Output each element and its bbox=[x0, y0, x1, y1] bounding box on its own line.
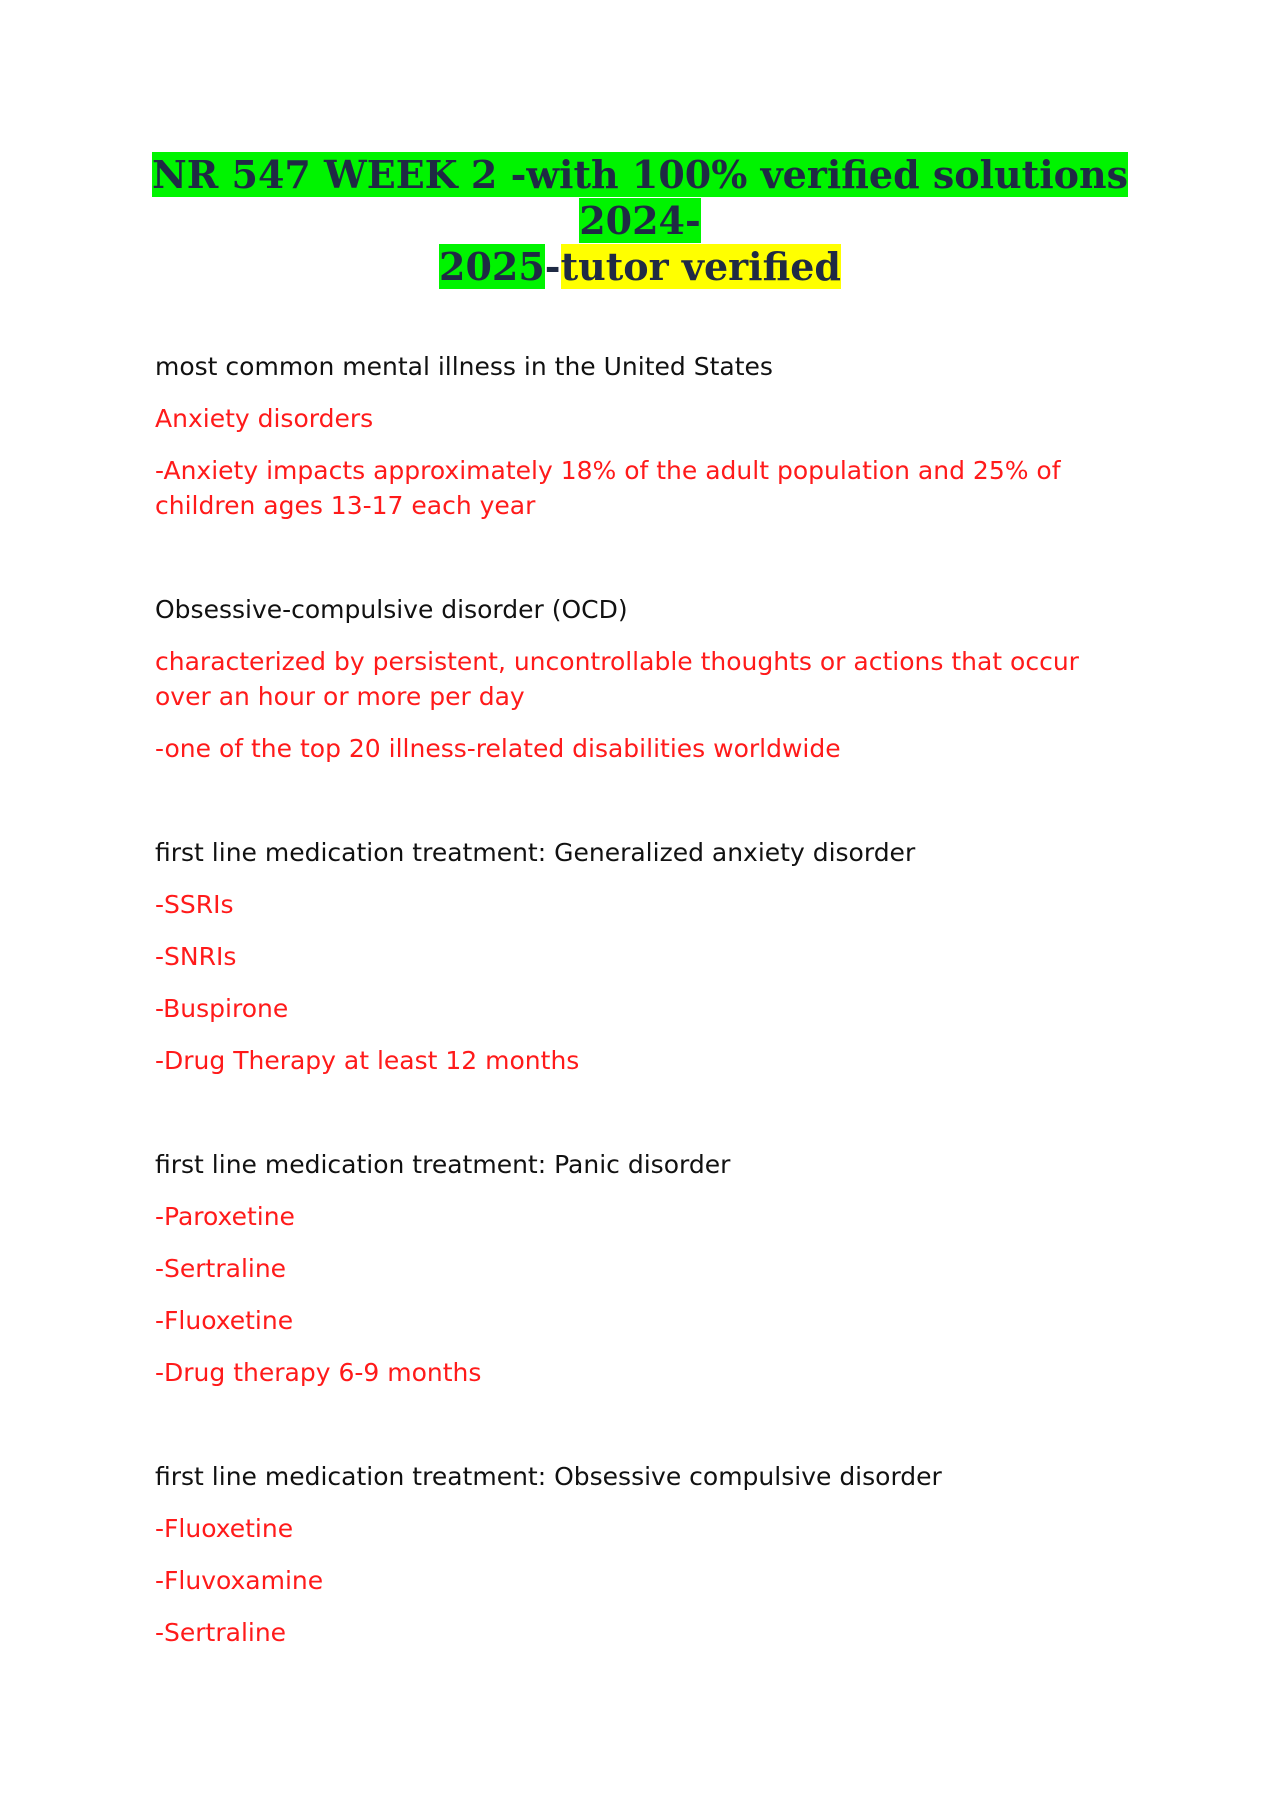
card-1-question: most common mental illness in the United States bbox=[155, 352, 773, 381]
card-3-answer-4: -Drug Therapy at least 12 months bbox=[155, 1046, 580, 1075]
card-2-question: Obsessive-compulsive disorder (OCD) bbox=[155, 595, 628, 624]
card-3-answer-2: -SNRIs bbox=[155, 942, 237, 971]
card-4-answer-3: -Fluoxetine bbox=[155, 1306, 294, 1335]
card-1-answer-1: Anxiety disorders bbox=[155, 404, 374, 433]
card-5-answer-1: -Fluoxetine bbox=[155, 1514, 294, 1543]
card-5-answer-3: -Sertraline bbox=[155, 1618, 287, 1647]
title-highlight-green: NR 547 WEEK 2 -with 100% verified solutions 2024- bbox=[151, 152, 1129, 243]
card-4-answer-1: -Paroxetine bbox=[155, 1202, 295, 1231]
card-2-answer-1: characterized by persistent, uncontrollable thoughts or actions that occur over an hour or more per day bbox=[155, 647, 1079, 711]
document-title bbox=[140, 152, 1140, 290]
card-3-answer-1: -SSRIs bbox=[155, 890, 234, 919]
title-year-highlight: 2025 bbox=[439, 244, 545, 289]
card-4-answer-2: -Sertraline bbox=[155, 1254, 287, 1283]
card-2-answer-2: -one of the top 20 illness-related disabilities worldwide bbox=[155, 734, 841, 763]
title-highlight-yellow: tutor verified bbox=[560, 244, 841, 289]
card-5-question: first line medication treatment: Obsessive compulsive disorder bbox=[155, 1462, 942, 1491]
title-dash: - bbox=[544, 244, 561, 289]
card-3-question: first line medication treatment: Generalized anxiety disorder bbox=[155, 838, 916, 867]
card-4-question: first line medication treatment: Panic disorder bbox=[155, 1150, 731, 1179]
card-3-answer-3: -Buspirone bbox=[155, 994, 289, 1023]
card-1-answer-2: -Anxiety impacts approximately 18% of the adult population and 25% of children ages 13-17 each year bbox=[155, 456, 1061, 520]
card-5-answer-2: -Fluvoxamine bbox=[155, 1566, 324, 1595]
card-4-answer-4: -Drug therapy 6-9 months bbox=[155, 1358, 482, 1387]
